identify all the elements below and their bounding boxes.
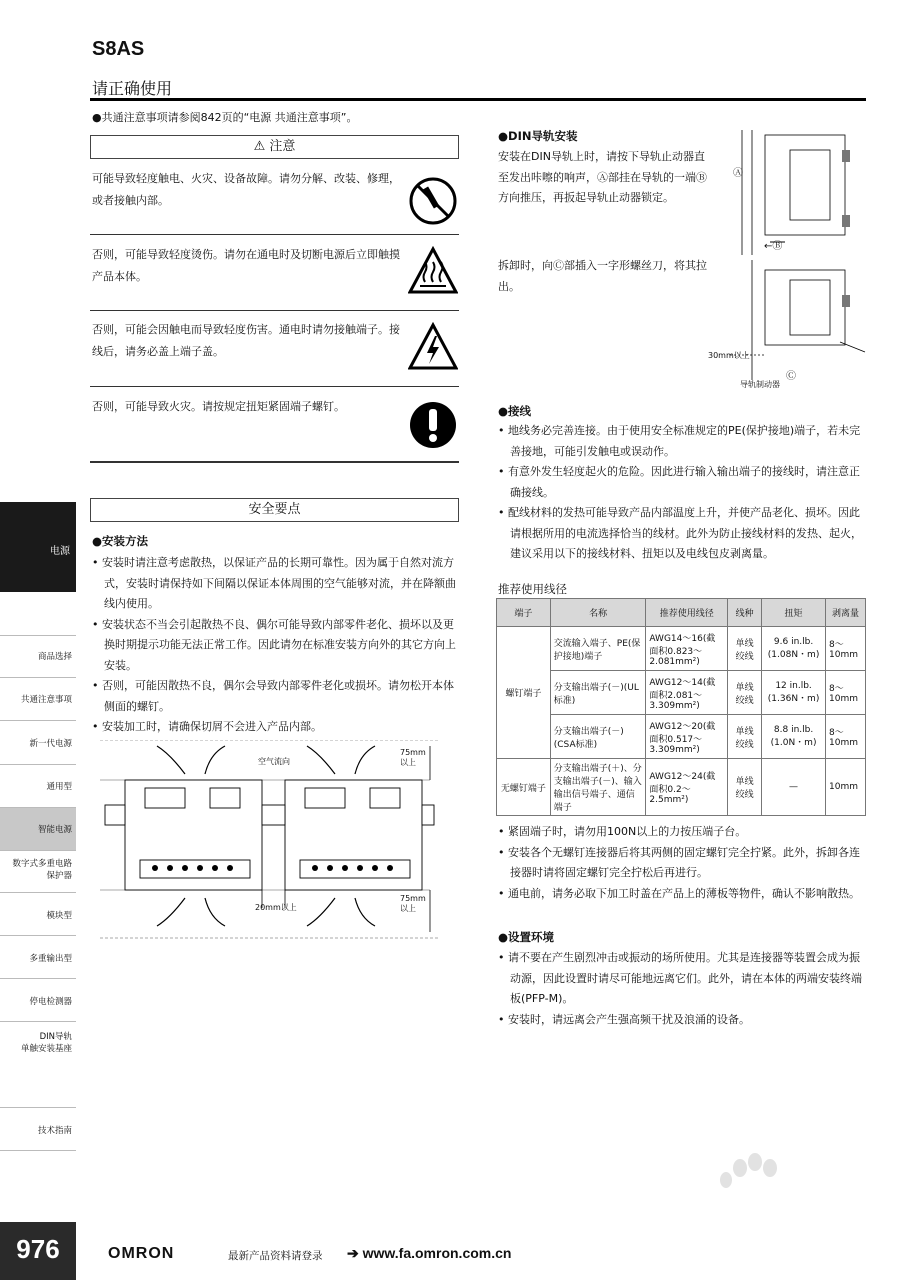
no-disassembly-icon [408,176,458,226]
sidebar-divider [0,677,76,678]
list-item: • 配线材料的发热可能导致产品内部温度上升，并使产品老化、损坏。因此请根据所用的电流选择恰当的线材。此外为防止接线材料的发热、起火，建议采用以下的接线材料、扭矩以及电线包皮剥离量。 [498,503,868,565]
table-cell: 9.6 in.lb.(1.08N・m) [762,627,826,671]
caution-header: ⚠ 注意 [90,135,459,159]
din-mount-text: 安装在DIN导轨上时，请按下导轨止动器直至发出咔嚓的响声，Ⓐ部挂在导轨的一端Ⓑ方向推压，再扳起导轨止动器锁定。 [498,150,707,204]
table-cell: AWG14～16(截面积0.823～2.081mm²) [646,627,728,671]
table-cell: 无螺钉端子 [497,759,551,816]
electric-shock-icon [408,322,458,372]
brand-logo: OMRON [108,1245,175,1262]
sidebar-divider [0,1150,76,1151]
table-cell: 10mm [826,759,866,816]
title-rule [90,98,866,101]
column-header: 线种 [728,599,762,627]
wire-table-title: 推荐使用线径 [498,582,567,596]
table-cell: 8.8 in.lb.(1.0N・m) [762,715,826,759]
list-item: • 紧固端子时，请勿用100N以上的力按压端子台。 [498,822,868,843]
bottom-gap-label: 75mm 以上 [400,894,426,913]
list-item: • 安装各个无螺钉连接器后将其两侧的固定螺钉完全拧紧。此外，拆卸各连接器时请将固定螺钉完全拧松后再进行。 [498,843,868,884]
install-method-list [92,553,462,738]
sidebar-divider [0,764,76,765]
section-title: 请正确使用 [92,79,173,98]
paw-icon [640,1150,880,1260]
table-cell: 单线绞线 [728,759,762,816]
table-cell: 8～10mm [826,715,866,759]
table-cell: 12 in.lb.(1.36N・m) [762,671,826,715]
footer-label: 最新产品资料请登录 [228,1250,323,1262]
sidebar-divider [0,807,76,808]
label-b: ←Ⓑ [764,241,783,252]
sidebar-item-general[interactable]: 通用型 [46,782,72,792]
mandatory-icon [408,400,458,450]
baidu-watermark [640,1150,880,1260]
sidebar-item-smart-power[interactable]: 智能电源 [37,825,72,835]
sidebar-item-multi-output[interactable]: 多重输出型 [29,954,72,964]
list-item: • 否则，可能因散热不良，偶尔会导致内部零件老化或损坏。请勿松开本体侧面的螺钉。 [92,676,462,717]
caution-bottom-rule [90,461,459,463]
sidebar-divider [0,892,76,893]
label-a: Ⓐ [733,168,743,179]
sidebar-active-item[interactable]: 电源 [0,502,76,592]
sidebar-divider [0,850,76,851]
list-item: • 安装时，请远离会产生强高频干扰及浪涌的设备。 [498,1010,868,1031]
list-item: • 安装加工时，请确保切屑不会进入产品内部。 [92,717,462,738]
stopper-label: 导轨制动器 [740,380,780,389]
sidebar-item-product-selection[interactable]: 商品选择 [37,652,72,662]
caution-divider [90,310,459,311]
caution-divider [90,234,459,235]
table-row [497,671,866,715]
column-header: 推荐使用线径 [646,599,728,627]
common-note: ●共通注意事项请参阅842页的“电源 共通注意事项”。 [92,111,358,124]
sidebar-divider [0,1107,76,1108]
table-cell: 分支输出端子(＋)、分支输出端子(－)、输入输出信号端子、通信端子 [550,759,646,816]
table-cell: AWG12～14(截面积2.081～3.309mm²) [646,671,728,715]
safety-header: 安全要点 [90,498,459,522]
table-row [497,715,866,759]
table-cell: 单线绞线 [728,671,762,715]
column-header: 扭矩 [762,599,826,627]
top-gap-label: 75mm 以上 [400,748,426,767]
caution-text-1: 可能导致轻度触电、火灾、设备故障。请勿分解、改装、修理，或者接触内部。 [92,172,400,207]
table-cell: 分支输出端子(－)(UL标准) [550,671,646,715]
sidebar-divider [0,935,76,936]
environment-heading: ●设置环境 [498,930,555,944]
side-gap-label: 20mm以上 [255,903,297,912]
warning-triangle-icon: ⚠ [253,139,270,154]
sidebar-item-din-base[interactable]: DIN导轨 单触安装基座 [20,1032,72,1054]
list-item: • 安装状态不当会引起散热不良、偶尔可能导致内部零件老化、损坏以及更换时期提示功能无法正常工作。因此请勿在标准安装方向外的其它方向上安装。 [92,615,462,677]
sidebar-item-outage-detector[interactable]: 停电检测器 [29,997,72,1007]
table-cell: 单线绞线 [728,715,762,759]
sidebar-item-module[interactable]: 模块型 [46,911,72,921]
column-header: 端子 [497,599,551,627]
list-item: • 请不要在产生剧烈冲击或振动的场所使用。尤其是连接器等装置会成为振动源，因此设置时请尽可能地远离它们。此外，请在本体的两端安装终端板(PFP-M)。 [498,948,868,1010]
sidebar-item-circuit-protector[interactable]: 数字式多重电路 保护器 [12,859,72,881]
list-item: • 有意外发生轻度起火的危险。因此进行输入输出端子的接线时，请注意正确接线。 [498,462,868,503]
din-rail-diagram [730,130,870,390]
sidebar-item-common-notes[interactable]: 共通注意事项 [20,695,72,705]
table-cell: AWG12～20(截面积0.517～3.309mm²) [646,715,728,759]
table-cell: 8～10mm [826,671,866,715]
footer-url[interactable]: ➔ www.fa.omron.com.cn [347,1245,512,1261]
wiring-after-list [498,822,868,904]
install-method-heading: ●安装方法 [92,534,149,548]
table-cell: 8～10mm [826,627,866,671]
column-header: 剥离量 [826,599,866,627]
sidebar-divider [0,1021,76,1022]
caution-text-2: 否则，可能导致轻度烫伤。请勿在通电时及切断电源后立即触摸产品本体。 [92,248,400,283]
wiring-list [498,421,868,565]
environment-list [498,948,868,1030]
caution-text-4: 否则，可能导致火灾。请按规定扭矩紧固端子螺钉。 [92,400,345,413]
din-remove-text: 拆卸时，向Ⓒ部插入一字形螺丝刀，将其拉出。 [498,259,707,293]
caution-text-3: 否则，可能会因触电而导致轻度伤害。通电时请勿接触端子。接线后，请务必盖上端子盖。 [92,323,400,358]
wiring-heading: ●接线 [498,404,532,418]
sidebar-item-tech-guide[interactable]: 技术指南 [37,1126,72,1136]
airflow-label: 空气流向 [258,757,290,766]
hot-surface-icon [408,246,458,296]
caution-divider [90,386,459,387]
din-gap-label: 30mm以上 [708,351,750,360]
table-cell: 交流输入端子、PE(保护接地)端子 [550,627,646,671]
table-header-row [497,599,866,627]
list-item: • 地线务必完善连接。由于使用安全标准规定的PE(保护接地)端子，若未完善接地，可能引发触电或误动作。 [498,421,868,462]
sidebar-divider [0,635,76,636]
table-row [497,627,866,671]
table-cell: — [762,759,826,816]
model-name: S8AS [92,38,145,60]
table-cell: AWG12～24(截面积0.2～2.5mm²) [646,759,728,816]
list-item: • 通电前，请务必取下加工时盖在产品上的薄板等物件，确认不影响散热。 [498,884,868,905]
sidebar-divider [0,978,76,979]
label-c: Ⓒ [786,371,796,382]
din-heading: ●DIN导轨安装 [498,129,578,143]
table-cell: 分支输出端子(－)(CSA标准) [550,715,646,759]
sidebar-item-new-generation[interactable]: 新一代电源 [29,739,72,749]
table-cell: 单线绞线 [728,627,762,671]
column-header: 名称 [550,599,646,627]
sidebar-divider [0,720,76,721]
wire-gauge-table [496,598,866,816]
page-number: 976 [16,1234,60,1264]
table-cell: 螺钉端子 [497,627,551,759]
list-item: • 安装时请注意考虑散热，以保证产品的长期可靠性。因为属于自然对流方式，安装时请保持如下间隔以保证本体周围的空气能够对流，并在降额曲线内使用。 [92,553,462,615]
table-row [497,759,866,816]
